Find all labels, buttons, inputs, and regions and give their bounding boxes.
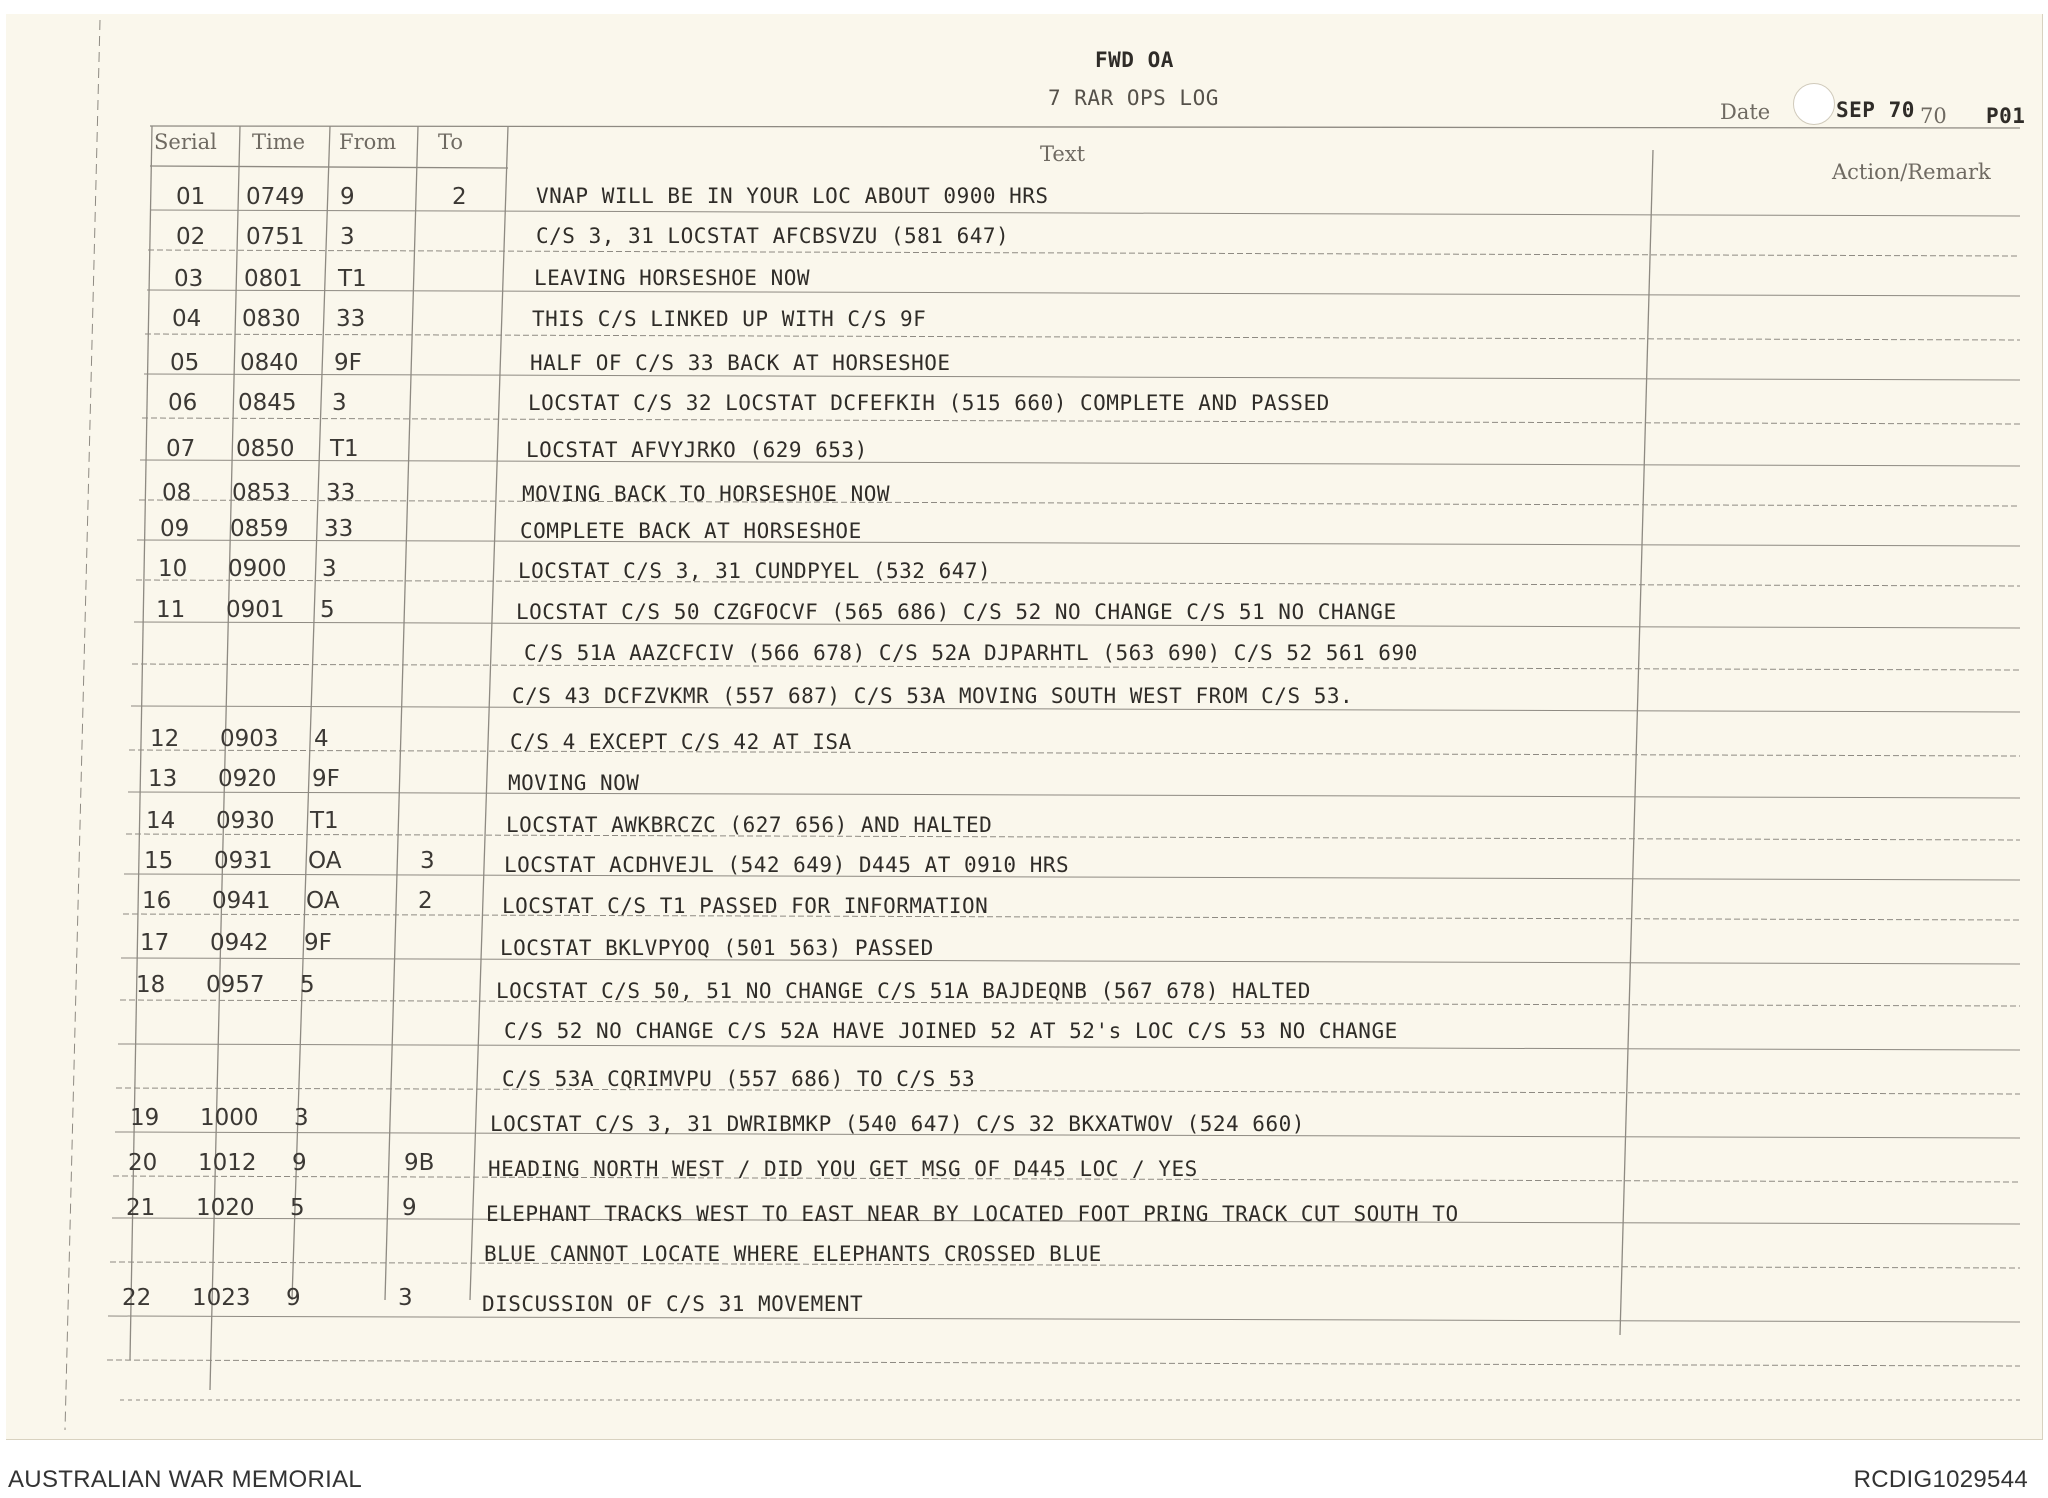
- log-serial: 22: [122, 1285, 152, 1311]
- log-from: 5: [290, 1195, 305, 1221]
- row-rule: [126, 834, 2020, 840]
- log-serial: 02: [176, 224, 206, 250]
- date-suffix: 70: [1920, 104, 1947, 128]
- log-title: FWD OA: [1095, 48, 1174, 72]
- log-from: 9F: [312, 766, 340, 792]
- log-from: 5: [300, 972, 315, 998]
- row-rule: [128, 792, 2020, 798]
- log-from: 9: [286, 1285, 301, 1311]
- log-text: C/S 52 NO CHANGE C/S 52A HAVE JOINED 52 AT 52's LOC C/S 53 NO CHANGE: [504, 1019, 1398, 1043]
- log-to: 2: [452, 184, 467, 210]
- log-subtitle: 7 RAR OPS LOG: [1048, 86, 1219, 110]
- log-serial: 07: [166, 436, 196, 462]
- log-to: 9: [402, 1195, 417, 1221]
- log-text: LOCSTAT C/S 50 CZGFOCVF (565 686) C/S 52 NO CHANGE C/S 51 NO CHANGE: [516, 600, 1397, 624]
- log-from: 3: [340, 224, 355, 250]
- col-header-to: To: [438, 130, 464, 154]
- col-header-text: Text: [1040, 142, 1086, 166]
- col-header-time: Time: [252, 130, 306, 154]
- log-time: 0859: [230, 516, 289, 542]
- log-from: 4: [314, 726, 329, 752]
- margin-rule: [65, 20, 100, 1430]
- log-time: 0920: [218, 766, 277, 792]
- archive-reference: RCDIG1029544: [1853, 1466, 2028, 1493]
- log-serial: 19: [130, 1105, 160, 1131]
- log-from: 9: [340, 184, 355, 210]
- row-rule: [147, 290, 2020, 296]
- log-serial: 08: [162, 480, 192, 506]
- log-text: LOCSTAT AFVYJRKO (629 653): [526, 438, 868, 462]
- log-from: 9F: [304, 930, 332, 956]
- row-rule: [145, 334, 2020, 340]
- log-serial: 04: [172, 306, 202, 332]
- row-rule: [148, 250, 2020, 256]
- log-time: 1023: [192, 1285, 251, 1311]
- log-from: 3: [332, 390, 347, 416]
- log-serial: 20: [128, 1150, 158, 1176]
- log-text: C/S 43 DCFZVKMR (557 687) C/S 53A MOVING SOUTH WEST FROM C/S 53.: [512, 684, 1354, 708]
- page-number: P01: [1986, 104, 2026, 128]
- log-time: 0749: [246, 184, 305, 210]
- log-text: C/S 3, 31 LOCSTAT AFCBSVZU (581 647): [536, 224, 1010, 248]
- log-serial: 21: [126, 1195, 156, 1221]
- log-serial: 14: [146, 808, 176, 834]
- log-text: LOCSTAT C/S 3, 31 CUNDPYEL (532 647): [518, 559, 992, 583]
- log-text: LOCSTAT C/S T1 PASSED FOR INFORMATION: [502, 894, 989, 918]
- log-from: 33: [336, 306, 366, 332]
- log-text: DISCUSSION OF C/S 31 MOVEMENT: [482, 1292, 864, 1316]
- row-rule: [136, 580, 2020, 586]
- row-rule: [139, 500, 2020, 506]
- log-from: 9: [292, 1150, 307, 1176]
- row-rule: [123, 914, 2020, 920]
- log-serial: 15: [144, 848, 174, 874]
- log-from: 9F: [334, 350, 362, 376]
- log-serial: 16: [142, 888, 172, 914]
- log-text: BLUE CANNOT LOCATE WHERE ELEPHANTS CROSSED BLUE: [484, 1242, 1102, 1266]
- log-to: 3: [420, 848, 435, 874]
- log-from: T1: [330, 436, 359, 462]
- log-from: 3: [294, 1105, 309, 1131]
- log-text: MOVING NOW: [508, 771, 640, 795]
- log-time: 1012: [198, 1150, 257, 1176]
- log-time: 0850: [236, 436, 295, 462]
- log-to: 3: [398, 1285, 413, 1311]
- log-time: 1020: [196, 1195, 255, 1221]
- log-time: 0853: [232, 480, 291, 506]
- log-time: 0801: [244, 266, 303, 292]
- log-text: LOCSTAT C/S 50, 51 NO CHANGE C/S 51A BAJDEQNB (567 678) HALTED: [496, 979, 1311, 1003]
- log-serial: 13: [148, 766, 178, 792]
- log-time: 0942: [210, 930, 269, 956]
- log-from: T1: [310, 808, 339, 834]
- date-value: SEP 70: [1836, 98, 1915, 122]
- log-time: 0931: [214, 848, 273, 874]
- log-to: 2: [418, 888, 433, 914]
- row-rule: [107, 1360, 2020, 1366]
- log-text: LOCSTAT BKLVPYOQ (501 563) PASSED: [500, 936, 934, 960]
- log-time: 0900: [228, 556, 287, 582]
- log-time: 0840: [240, 350, 299, 376]
- row-rule: [129, 750, 2020, 756]
- log-from: OA: [308, 848, 342, 874]
- log-to: 9B: [404, 1150, 435, 1176]
- log-text: LOCSTAT AWKBRCZC (627 656) AND HALTED: [506, 813, 993, 837]
- col-header-from: From: [339, 130, 397, 154]
- log-from: 3: [322, 556, 337, 582]
- log-serial: 17: [140, 930, 170, 956]
- col-header-action: Action/Remark: [1832, 160, 1991, 184]
- log-text: HALF OF C/S 33 BACK AT HORSESHOE: [530, 351, 951, 375]
- col-rule-from-to: [385, 126, 418, 1300]
- col-header-serial: Serial: [154, 130, 217, 154]
- row-rule: [118, 1044, 2020, 1050]
- log-time: 0901: [226, 597, 285, 623]
- log-from: T1: [338, 266, 367, 292]
- log-text: C/S 53A CQRIMVPU (557 686) TO C/S 53: [502, 1067, 976, 1091]
- log-time: 0830: [242, 306, 301, 332]
- log-serial: 10: [158, 556, 188, 582]
- log-serial: 12: [150, 726, 180, 752]
- row-rule: [137, 540, 2020, 546]
- log-serial: 03: [174, 266, 204, 292]
- row-rule: [150, 210, 2020, 216]
- log-text: LOCSTAT ACDHVEJL (542 649) D445 AT 0910 HRS: [504, 853, 1070, 877]
- log-time: 1000: [200, 1105, 259, 1131]
- log-serial: 01: [176, 184, 206, 210]
- archive-credit: AUSTRALIAN WAR MEMORIAL: [8, 1466, 363, 1493]
- log-text: C/S 4 EXCEPT C/S 42 AT ISA: [510, 730, 852, 754]
- log-time: 0903: [220, 726, 279, 752]
- log-text: THIS C/S LINKED UP WITH C/S 9F: [532, 307, 927, 331]
- col-rule-text-action: [1620, 150, 1653, 1335]
- log-text: ELEPHANT TRACKS WEST TO EAST NEAR BY LOCATED FOOT PRING TRACK CUT SOUTH TO: [486, 1202, 1459, 1226]
- log-from: OA: [306, 888, 340, 914]
- log-text: LOCSTAT C/S 3, 31 DWRIBMKP (540 647) C/S 32 BKXATWOV (524 660): [490, 1112, 1305, 1136]
- row-rule: [116, 1088, 2020, 1094]
- date-label: Date: [1720, 100, 1771, 124]
- row-rule: [121, 958, 2020, 964]
- row-rule: [142, 418, 2020, 424]
- log-serial: 18: [136, 972, 166, 998]
- log-from: 33: [326, 480, 356, 506]
- log-text: LEAVING HORSESHOE NOW: [534, 266, 811, 290]
- log-text: MOVING BACK TO HORSESHOE NOW: [522, 482, 891, 506]
- row-rule: [144, 374, 2020, 380]
- row-rule: [140, 460, 2020, 466]
- log-time: 0957: [206, 972, 265, 998]
- header-rule-top: [150, 126, 2020, 128]
- log-serial: 05: [170, 350, 200, 376]
- log-time: 0845: [238, 390, 297, 416]
- log-serial: 09: [160, 516, 190, 542]
- row-rule: [124, 874, 2020, 880]
- log-text: C/S 51A AAZCFCIV (566 678) C/S 52A DJPARHTL (563 690) C/S 52 561 690: [524, 641, 1418, 665]
- log-time: 0941: [212, 888, 271, 914]
- log-text: LOCSTAT C/S 32 LOCSTAT DCFEFKIH (515 660) COMPLETE AND PASSED: [528, 391, 1330, 415]
- log-text: COMPLETE BACK AT HORSESHOE: [520, 519, 862, 543]
- log-from: 5: [320, 597, 335, 623]
- log-serial: 06: [168, 390, 198, 416]
- log-text: VNAP WILL BE IN YOUR LOC ABOUT 0900 HRS: [536, 184, 1049, 208]
- log-serial: 11: [156, 597, 186, 623]
- log-time: 0751: [246, 224, 305, 250]
- row-rule: [108, 1316, 2020, 1322]
- log-from: 33: [324, 516, 354, 542]
- log-time: 0930: [216, 808, 275, 834]
- log-text: HEADING NORTH WEST / DID YOU GET MSG OF D445 LOC / YES: [488, 1157, 1198, 1181]
